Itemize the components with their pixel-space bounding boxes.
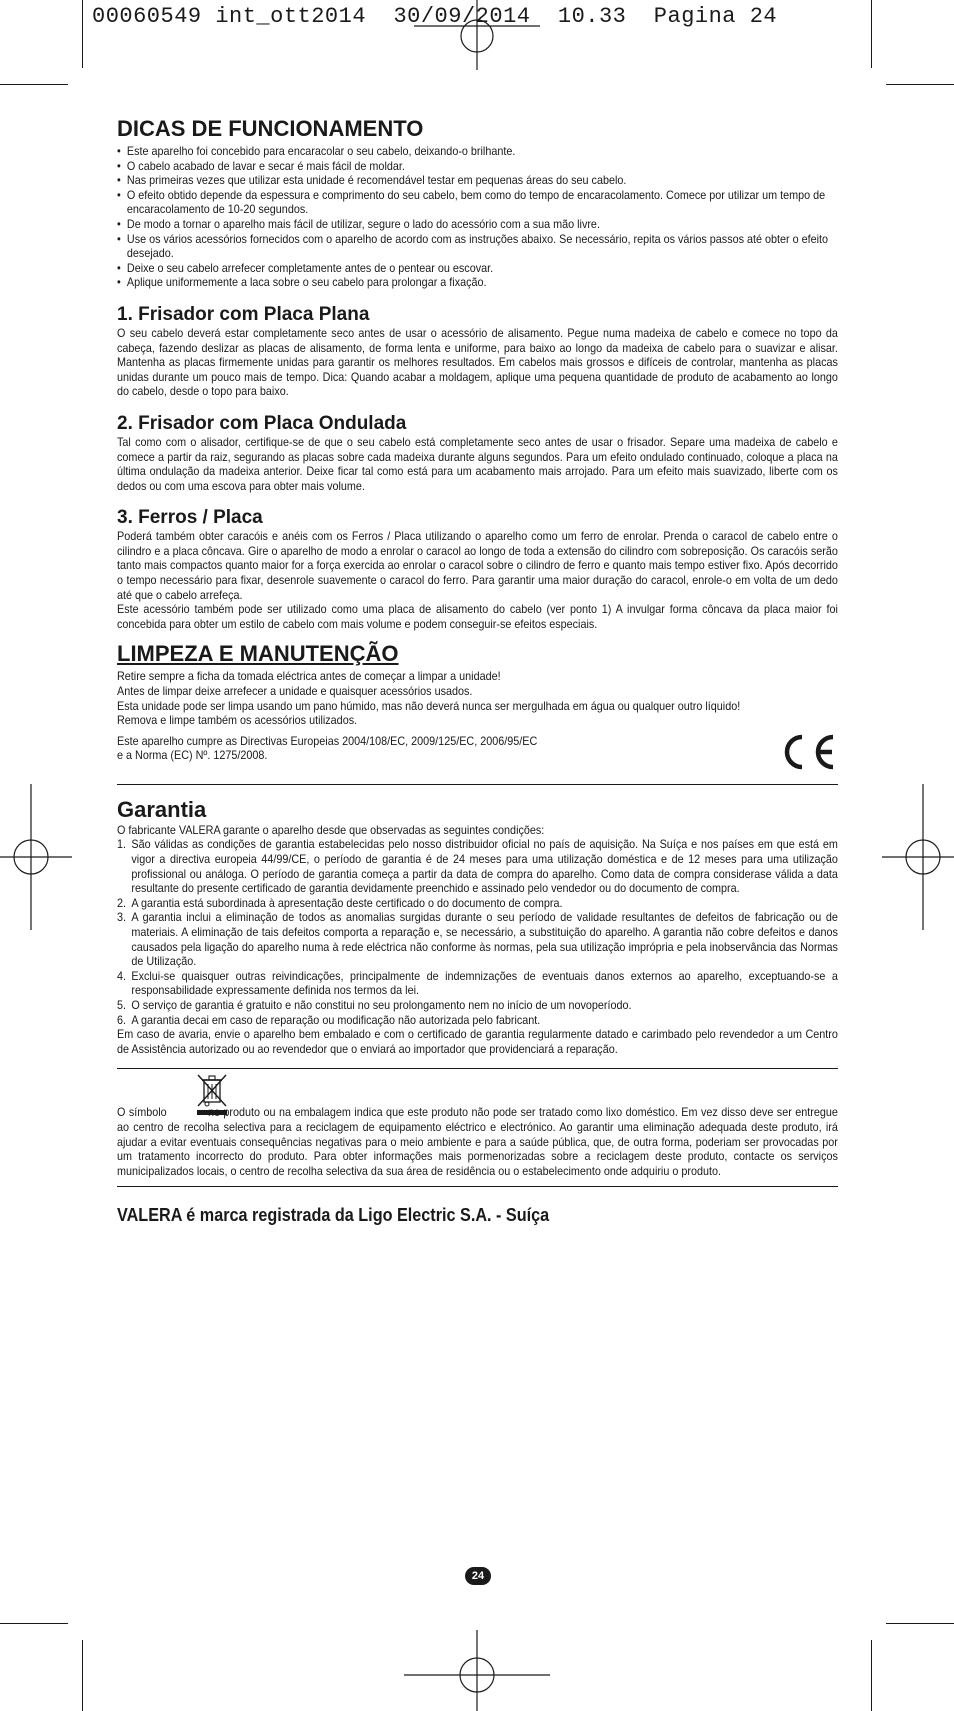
divider xyxy=(117,784,838,785)
divider xyxy=(117,1186,838,1187)
list-item: • Este aparelho foi concebido para encaracolar o seu cabelo, deixando-o brilhante. xyxy=(117,144,838,159)
weee-text xyxy=(117,1073,838,1178)
crop-mark xyxy=(82,0,83,68)
crop-mark xyxy=(886,84,954,85)
warranty-outro: Em caso de avaria, envie o aparelho bem embalado e com o certificado de garantia regularmente datado e carimbado pelo revendedor a um Centro de Assistência autorizado ou ao revendedor que o enviará ao importador que providenciará a reparação. xyxy=(117,1027,838,1056)
crop-mark xyxy=(871,1640,872,1711)
section-3-heading: 3. Ferros / Placa xyxy=(117,507,263,529)
section-3-text: Poderá também obter caracóis e anéis com os Ferros / Placa utilizando o aparelho como um ferro de enrolar. Prenda o caracol de cabelo entre o cilindro e a placa côncava. Gire o aparelho de modo a enrolar o caracol ao longo de toda a extensão do cilindro com sobreposição. Os caracóis serão tanto mais compactos quanto maior for a força exercida ao enrolar o caracol sobre o cilindro de ferro e quanto mais tempo estiver fixo. Após decorrido o tempo necessário para fixar, desenrole suavemente o caracol do ferro. Para garantir uma maior duração do caracol, enrole-o em volta de um dedo até que o cabelo arrefeça. xyxy=(117,529,838,602)
item-text: A garantia decai em caso de reparação ou modificação não autorizada pelo fabricant. xyxy=(131,1012,541,1027)
list-item: • O cabelo acabado de lavar e secar é mais fácil de moldar. xyxy=(117,159,838,174)
item-number: 2. xyxy=(117,895,127,910)
registration-mark-left xyxy=(0,784,72,930)
warranty-text xyxy=(117,823,838,1057)
tips-heading: DICAS DE FUNCIONAMENTO xyxy=(117,116,424,141)
divider xyxy=(117,1068,838,1069)
tips-list-wrap xyxy=(117,144,838,290)
crop-mark xyxy=(871,0,872,68)
cleaning-text xyxy=(117,669,838,727)
cleaning-line: Retire sempre a ficha da tomada eléctrica antes de começar a limpar a unidade! xyxy=(117,669,501,684)
warranty-intro: O fabricante VALERA garante o aparelho desde que observadas as seguintes condições: xyxy=(117,822,545,837)
item-number: 6. xyxy=(117,1012,127,1027)
registration-mark-top xyxy=(404,0,550,72)
list-item xyxy=(117,896,838,911)
directive-block xyxy=(117,734,838,774)
cleaning-line: Remova e limpe também os acessórios utilizados. xyxy=(117,713,358,728)
crop-mark xyxy=(0,1623,68,1624)
crop-mark xyxy=(886,1623,954,1624)
ce-mark-icon xyxy=(778,732,838,772)
weee-body: no produto ou na embalagem indica que este produto não pode ser tratado como lixo doméstico. Em vez disso deve ser entregue ao centro de recolha selectiva para a reciclagem de equipamento eléctrico e electrónico. Ao garantir uma eliminação adequada deste produto, irá ajudar a evitar eventuais consequências negativas para o meio ambiente e para a saúde pública, que, de outra forma, poderiam ser provocadas por um tratamento incorrecto do produto. Para obter informações mais pormenorizadas sobre a reciclagem deste produto, contacte os serviços municipalizados locais, o centro de recolha selectiva da sua área de residência ou o estabelecimento onde adquiriu o produto. xyxy=(117,1105,838,1178)
cleaning-line: Antes de limpar deixe arrefecer a unidade e quaisquer acessórios usados. xyxy=(117,684,473,699)
list-item: • De modo a tornar o aparelho mais fácil de utilizar, segure o lado do acessório com a sua mão livre. xyxy=(117,217,838,232)
item-text: O serviço de garantia é gratuito e não constitui no seu prolongamento nem no início de um novoperíodo. xyxy=(131,997,632,1012)
list-item: • Nas primeiras vezes que utilizar esta unidade é recomendável testar em pequenas áreas do seu cabelo. xyxy=(117,173,838,188)
list-item: • Aplique uniformemente a laca sobre o seu cabelo para prolongar a fixação. xyxy=(117,275,838,290)
item-number: 3. xyxy=(117,910,127,925)
tips-list xyxy=(117,144,838,290)
section-1-heading: 1. Frisador com Placa Plana xyxy=(117,303,370,325)
warranty-heading: Garantia xyxy=(117,796,207,822)
list-item xyxy=(117,837,838,895)
cleaning-heading: LIMPEZA E MANUTENÇÃO xyxy=(117,641,399,667)
weee-block xyxy=(117,1073,838,1178)
registration-mark-bottom xyxy=(404,1630,550,1711)
item-text: A garantia inclui a eliminação de todos as anomalias surgidas durante o seu período de validade resultantes de defeitos de fabricação ou de materiais. A eliminação de tais defeitos comporta a reparação e, se necessário, a substituição do aparelho. A garantia não cobre defeitos e danos causados pela ligação do aparelho numa à rede eléctrica não conforme às normas, pela sua utilização imprópria e pela inobservância das Normas de Utilização. xyxy=(131,910,838,969)
item-number: 1. xyxy=(117,837,127,852)
list-item xyxy=(117,998,838,1013)
item-text: Exclui-se quaisquer outras reivindicações, principalmente de indemnizações de eventuais danos externos ao aparelho, exceptuando-se a responsabilidade expressamente definida nos termos da lei. xyxy=(131,968,838,998)
directive-line: Este aparelho cumpre as Directivas Europeias 2004/108/EC, 2009/125/EC, 2006/95/EC xyxy=(117,733,538,748)
item-text: São válidas as condições de garantia estabelecidas pelo nosso distribuidor oficial no país de aquisição. Na Suíça e nos países em que está em vigor a directiva europeia 44/99/CE, o período de garantia é de 24 meses para uma utilização doméstica e de 12 meses para uma utilização profissional ou análoga. O período de garantia começa a partir da data de compra do aparelho. Como data de compra considerase válida a data resultante do presente certificado de garantia devidamente preenchido e assinado pelo vendedor ou do documento de compra. xyxy=(131,837,838,896)
list-item xyxy=(117,969,838,998)
section-2-heading: 2. Frisador com Placa Ondulada xyxy=(117,412,407,434)
crop-mark xyxy=(82,1640,83,1711)
list-item: • Use os vários acessórios fornecidos com o aparelho de acordo com as instruções abaixo. Se necessário, repita os vários passos até obter o efeito desejado. xyxy=(117,232,838,261)
warranty-list xyxy=(117,837,838,1027)
cleaning-line: Esta unidade pode ser limpa usando um pano húmido, mas não deverá nunca ser mergulhada em água ou qualquer outro líquido! xyxy=(117,698,741,713)
item-number: 4. xyxy=(117,968,127,983)
directive-text xyxy=(117,734,838,763)
directive-line: e a Norma (EC) Nº. 1275/2008. xyxy=(117,748,268,763)
page-number-badge: 24 xyxy=(465,1567,491,1585)
section-3-text-extra: Este acessório também pode ser utilizado como uma placa de alisamento do cabelo (ver ponto 1) A invulgar forma côncava da placa maior foi concebida para obter um estilo de cabelo com mais volume e podem conseguir-se efeitos especiais. xyxy=(117,602,838,631)
print-slug: 00060549 int_ott2014 30/09/2014 10.33 Pagina 24 xyxy=(92,4,778,29)
list-item: • Deixe o seu cabelo arrefecer completamente antes de o pentear ou escovar. xyxy=(117,261,838,276)
item-number: 5. xyxy=(117,997,127,1012)
crop-mark xyxy=(0,84,68,85)
item-text: A garantia está subordinada à apresentação deste certificado o do documento de compra. xyxy=(131,895,563,910)
list-item xyxy=(117,1013,838,1028)
weee-prefix: O símbolo xyxy=(117,1105,167,1120)
list-item: • O efeito obtido depende da espessura e comprimento do seu cabelo, bem como do tempo de encaracolamento. Comece por utilizar um tempo de encaracolamento de 10-20 segundos. xyxy=(117,188,838,217)
section-1-text: O seu cabelo deverá estar completamente seco antes de usar o acessório de alisamento. Pegue numa madeixa de cabelo e comece no topo da cabeça, fazendo deslizar as placas de alisamento, de forma lenta e uniforme, para baixo ao longo da madeixa de cabelo para o suavizar e alisar. Mantenha as placas firmemente unidas para garantir os melhores resultados. Em cabelos mais grossos e difíceis de controlar, mantenha as placas unidas durante um pouco mais de tempo. Dica: Quando acabar a moldagem, aplique uma pequena quantidade de produto de acabamento ao longo do cabelo, desde o topo para baixo. xyxy=(117,325,838,399)
brand-line: VALERA é marca registrada da Ligo Electric S.A. - Suíça xyxy=(117,1205,550,1226)
list-item xyxy=(117,910,838,968)
section-2-text: Tal como com o alisador, certifique-se de que o seu cabelo está completamente seco antes de usar o frisador. Separe uma madeixa de cabelo e comece a partir da raiz, segurando as placas sobre cada madeixa durante alguns segundos. Para um efeito ondulado continuado, coloque a placa na última ondulação da madeixa anterior. Deixe ficar tal como está para um acabamento mais arrojado. Para um efeito mais suavizado, liberte com os dedos ou com uma escova para obter mais volume. xyxy=(117,434,838,493)
registration-mark-right xyxy=(882,784,954,930)
page-content xyxy=(117,116,838,1226)
